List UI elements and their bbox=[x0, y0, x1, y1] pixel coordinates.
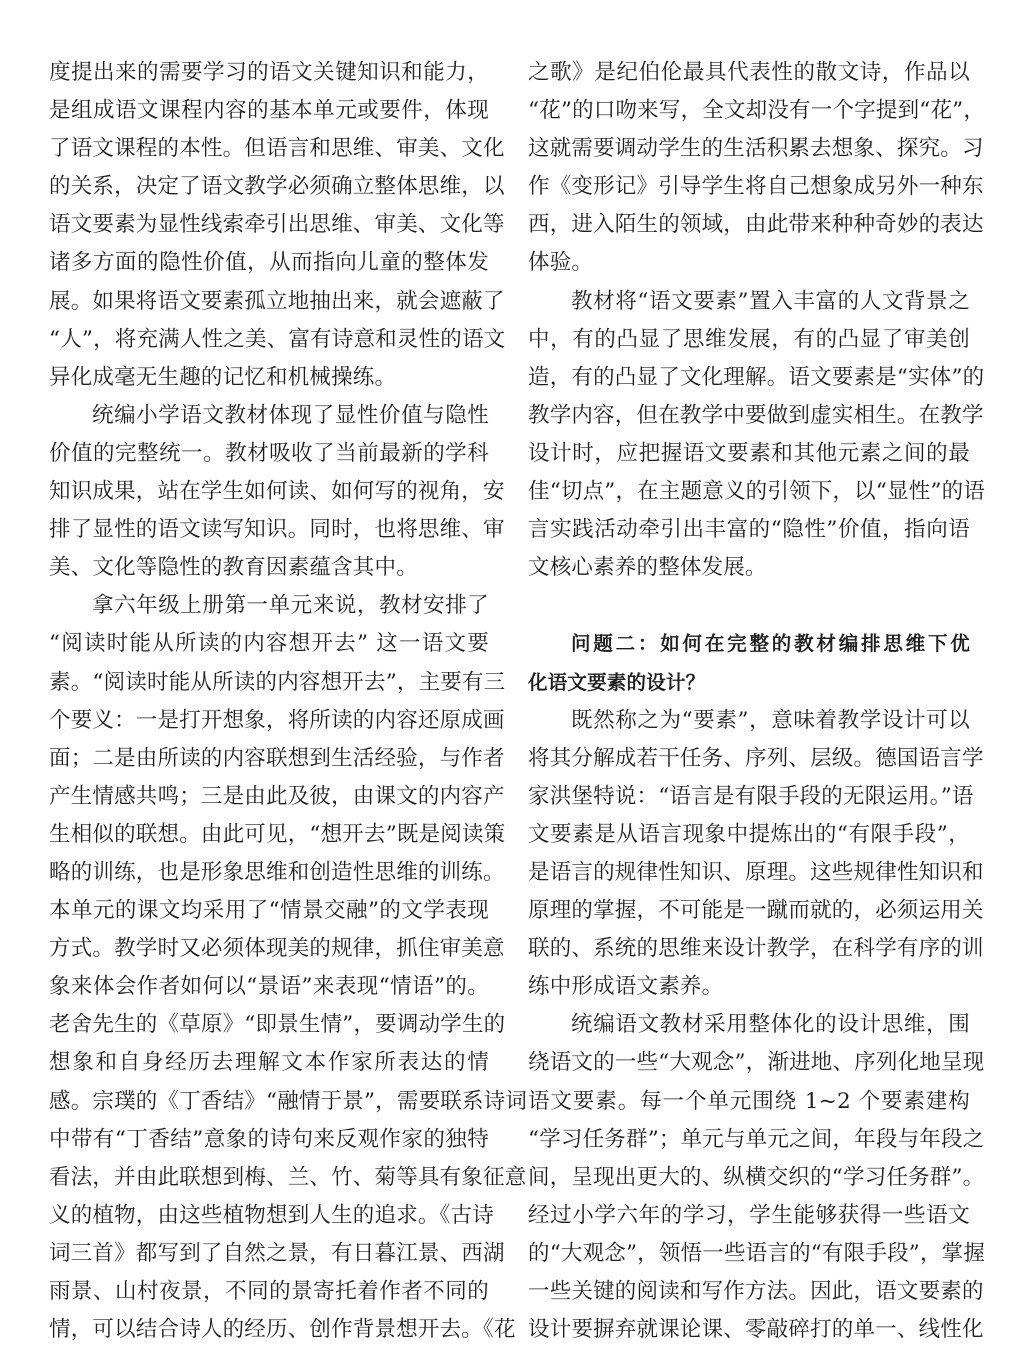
text-line: “花”的口吻来写，全文却没有一个字提到“花”， bbox=[528, 98, 986, 124]
text-line: 看法，并由此联想到梅、兰、竹、菊等具有象征意 bbox=[49, 1164, 527, 1190]
text-line: 语文要素为显性线索牵引出思维、审美、文化等 bbox=[49, 212, 505, 238]
text-line: 略的训练，也是形象思维和创造性思维的训练。 bbox=[49, 859, 505, 885]
text-line: 语文要素。每一个单元围绕 1~2 个要素建构 bbox=[528, 1088, 970, 1114]
text-line: 绕语文的一些“大观念”，渐进地、序列化地呈现 bbox=[528, 1050, 985, 1076]
text-line: 个要义：一是打开想象，将所读的内容还原成画 bbox=[49, 707, 505, 733]
text-line: 义的植物，由这些植物想到人生的追求。《古诗 bbox=[49, 1202, 494, 1228]
text-line: 统编语文教材采用整体化的设计思维，围 bbox=[571, 1012, 970, 1038]
text-line: 产生情感共鸣；三是由此及彼，由课文的内容产 bbox=[49, 783, 505, 809]
text-line: 生相似的联想。由此可见，“想开去”既是阅读策 bbox=[49, 821, 506, 847]
text-line: 作《变形记》引导学生将自己想象成另外一种东 bbox=[528, 174, 984, 200]
text-line: 既然称之为“要素”，意味着教学设计可以 bbox=[571, 707, 970, 733]
text-line: 教材将“语文要素”置入丰富的人文背景之 bbox=[571, 288, 970, 314]
text-line: 雨景、山村夜景，不同的景寄托着作者不同的 bbox=[49, 1279, 489, 1304]
text-line: 造，有的凸显了文化理解。语文要素是“实体”的 bbox=[528, 364, 985, 390]
text-line: 中带有“丁香结”意象的诗句来反观作家的独特 bbox=[49, 1126, 489, 1152]
text-line: 展。如果将语文要素孤立地抽出来，就会遮蔽了 bbox=[49, 288, 505, 314]
text-line: 原理的掌握，不可能是一蹴而就的，必须运用关 bbox=[528, 898, 984, 924]
text-line: 价值的完整统一。教材吸收了当前最新的学科 bbox=[49, 440, 489, 466]
text-line: “人”，将充满人性之美、富有诗意和灵性的语文 bbox=[49, 326, 506, 352]
text-line: 经过小学六年的学习，学生能够获得一些语文 bbox=[528, 1202, 970, 1228]
text-line: 统编小学语文教材体现了显性价值与隐性 bbox=[92, 402, 489, 428]
section-heading-line: 问题二：如何在完整的教材编排思维下优 bbox=[571, 632, 970, 656]
text-line: 教学内容，但在教学中要做到虚实相生。在教学 bbox=[528, 402, 984, 428]
text-line: 间，呈现出更大的、纵横交织的“学习任务群”。 bbox=[528, 1164, 985, 1190]
text-line: 了语文课程的本性。但语言和思维、审美、文化 bbox=[49, 136, 505, 162]
text-line: 之歌》是纪伯伦最具代表性的散文诗，作品以 bbox=[528, 60, 970, 85]
text-line: 将其分解成若干任务、序列、层级。德国语言学 bbox=[528, 745, 984, 771]
text-line: 本单元的课文均采用了“情景交融”的文学表现 bbox=[49, 898, 489, 924]
text-line: 想象和自身经历去理解文本作家所表达的情 bbox=[49, 1050, 489, 1076]
blank-line bbox=[528, 587, 970, 625]
text-line: 素。“阅读时能从所读的内容想开去”，主要有三 bbox=[49, 669, 506, 695]
text-line: 方式。教学时又必须体现美的规律，抓住审美意 bbox=[49, 936, 505, 962]
text-line: 一些关键的阅读和写作方法。因此，语文要素的 bbox=[528, 1279, 984, 1304]
text-line: 中，有的凸显了思维发展，有的凸显了审美创 bbox=[528, 326, 970, 352]
text-line: 拿六年级上册第一单元来说，教材安排了 bbox=[92, 593, 489, 619]
text-line: 是语言的规律性知识、原理。这些规律性知识和 bbox=[528, 859, 984, 885]
text-line: “阅读时能从所读的内容想开去” 这一语文要 bbox=[49, 631, 489, 657]
text-line: “学习任务群”；单元与单元之间，年段与年段之 bbox=[528, 1126, 985, 1152]
text-line: 文核心素养的整体发展。 bbox=[528, 555, 767, 581]
text-line: 练中形成语文素养。 bbox=[528, 974, 724, 1000]
text-line: 词三首》都写到了自然之景，有日暮江景、西湖 bbox=[49, 1240, 505, 1266]
text-line: 言实践活动牵引出丰富的“隐性”价值，指向语 bbox=[528, 517, 970, 543]
text-line: 文要素是从语言现象中提炼出的“有限手段”， bbox=[528, 821, 970, 847]
text-line: 情，可以结合诗人的经历、创作背景想开去。《花 bbox=[49, 1317, 516, 1343]
text-line: 联的、系统的思维来设计教学，在科学有序的训 bbox=[528, 936, 984, 962]
text-line: 感。宗璞的《丁香结》“融情于景”，需要联系诗词 bbox=[49, 1088, 528, 1114]
text-line: 排了显性的语文读写知识。同时，也将思维、审 bbox=[49, 517, 505, 543]
text-line: 度提出来的需要学习的语文关键知识和能力， bbox=[49, 60, 489, 85]
text-line: 诸多方面的隐性价值，从而指向儿童的整体发 bbox=[49, 250, 489, 276]
text-line: 的关系，决定了语文教学必须确立整体思维，以 bbox=[49, 174, 505, 200]
text-line: 家洪堡特说：“语言是有限手段的无限运用。”语 bbox=[528, 783, 974, 809]
text-line: 异化成毫无生趣的记忆和机械操练。 bbox=[49, 364, 397, 390]
text-line: 设计要摒弃就课论课、零敲碎打的单一、线性化 bbox=[528, 1317, 984, 1343]
text-line: 设计时，应把握语文要素和其他元素之间的最 bbox=[528, 440, 970, 466]
text-line: 面；二是由所读的内容联想到生活经验，与作者 bbox=[49, 745, 505, 771]
section-heading-line: 化语文要素的设计？ bbox=[528, 670, 706, 694]
text-line: 美、文化等隐性的教育因素蕴含其中。 bbox=[49, 555, 418, 581]
left-column bbox=[49, 54, 528, 1349]
text-line: 是组成语文课程内容的基本单元或要件，体现 bbox=[49, 98, 489, 124]
text-line: 知识成果，站在学生如何读、如何写的视角，安 bbox=[49, 479, 505, 505]
text-line: 西，进入陌生的领域，由此带来种种奇妙的表达 bbox=[528, 212, 984, 238]
text-line: 象来体会作者如何以“景语”来表现“情语”的。 bbox=[49, 974, 489, 1000]
text-line: 这就需要调动学生的生活积累去想象、探究。习 bbox=[528, 136, 984, 162]
text-line: 的“大观念”，领悟一些语言的“有限手段”，掌握 bbox=[528, 1240, 986, 1266]
text-line: 佳“切点”，在主题意义的引领下，以“显性”的语 bbox=[528, 479, 986, 505]
text-line: 体验。 bbox=[528, 250, 594, 276]
right-column bbox=[528, 54, 986, 1349]
text-line: 老舍先生的《草原》“即景生情”，要调动学生的 bbox=[49, 1012, 506, 1038]
